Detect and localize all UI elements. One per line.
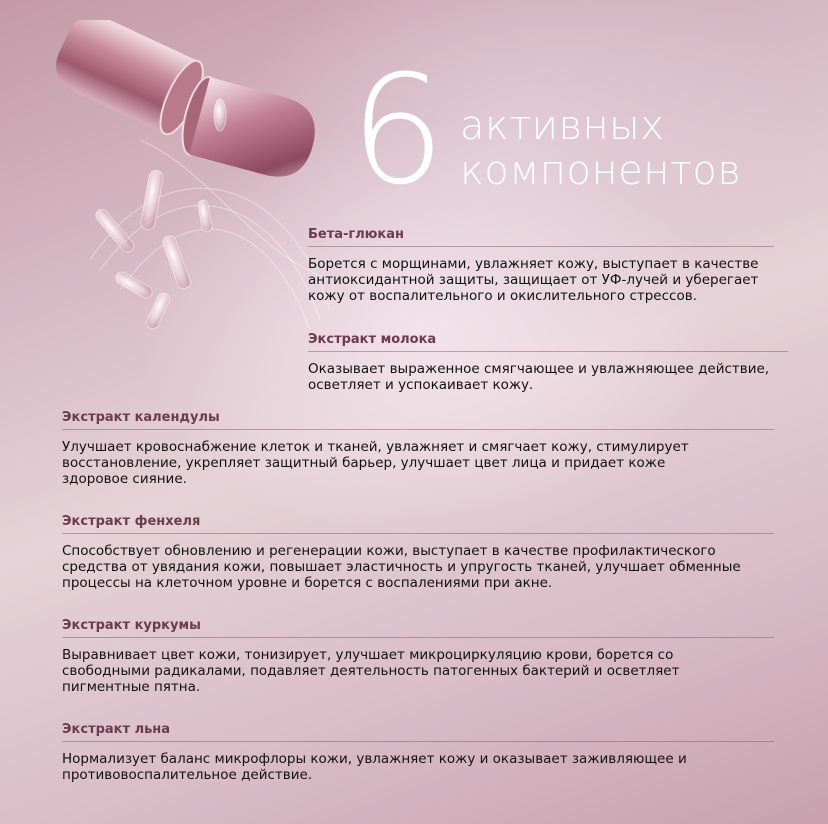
section-body: Выравнивает цвет кожи, тонизирует, улучшает микроциркуляцию крови, борется со свободными радикалами, подавляет деятельность патогенных бактерий и осветляет пигментные пятна. xyxy=(62,647,680,695)
heading-text xyxy=(460,104,741,194)
heading-line-2: компонентов xyxy=(460,148,742,194)
capsule-illustration xyxy=(30,20,370,360)
heading-line-1: активных xyxy=(460,103,665,149)
section-title: Экстракт куркумы xyxy=(62,615,774,638)
section-body: Способствует обновлению и регенерации кожи, выступает в качестве профилактического средства от увядания кожи, повышает эластичность и упругость тканей, улучшает обменные процессы на клеточном уровне и борется с воспалениями при акне. xyxy=(62,543,741,591)
section-title: Экстракт льна xyxy=(62,719,774,742)
section-body: Нормализует баланс микрофлоры кожи, увлажняет кожу и оказывает заживляющее и противовоспалительное действие. xyxy=(62,751,687,783)
section-beta-glucan xyxy=(308,224,774,304)
section-fennel-extract xyxy=(62,511,774,591)
section-body: Улучшает кровоснабжение клеток и тканей, увлажняет и смягчает кожу, стимулирует восстановление, укрепляет защитный барьер, улучшает цвет лица и придает коже здоровое сияние. xyxy=(62,439,689,487)
component-count: 6 xyxy=(350,44,444,218)
section-milk-extract xyxy=(308,329,788,393)
section-body: Борется с морщинами, увлажняет кожу, выступает в качестве антиоксидантной защиты, защищает от УФ-лучей и уберегает кожу от воспалительного и окислительного стрессов. xyxy=(308,256,759,304)
capsule-right-half xyxy=(176,74,323,185)
section-body: Оказывает выраженное смягчающее и увлажняющее действие, осветляет и успокаивает кожу. xyxy=(308,361,770,393)
section-calendula-extract xyxy=(62,407,774,487)
section-flax-extract xyxy=(62,719,774,783)
section-title: Экстракт фенхеля xyxy=(62,511,774,534)
section-turmeric-extract xyxy=(62,615,774,695)
hero-heading xyxy=(350,44,810,218)
section-title: Экстракт календулы xyxy=(62,407,774,430)
section-title: Экстракт молока xyxy=(308,329,788,352)
section-title: Бета-глюкан xyxy=(308,224,774,247)
